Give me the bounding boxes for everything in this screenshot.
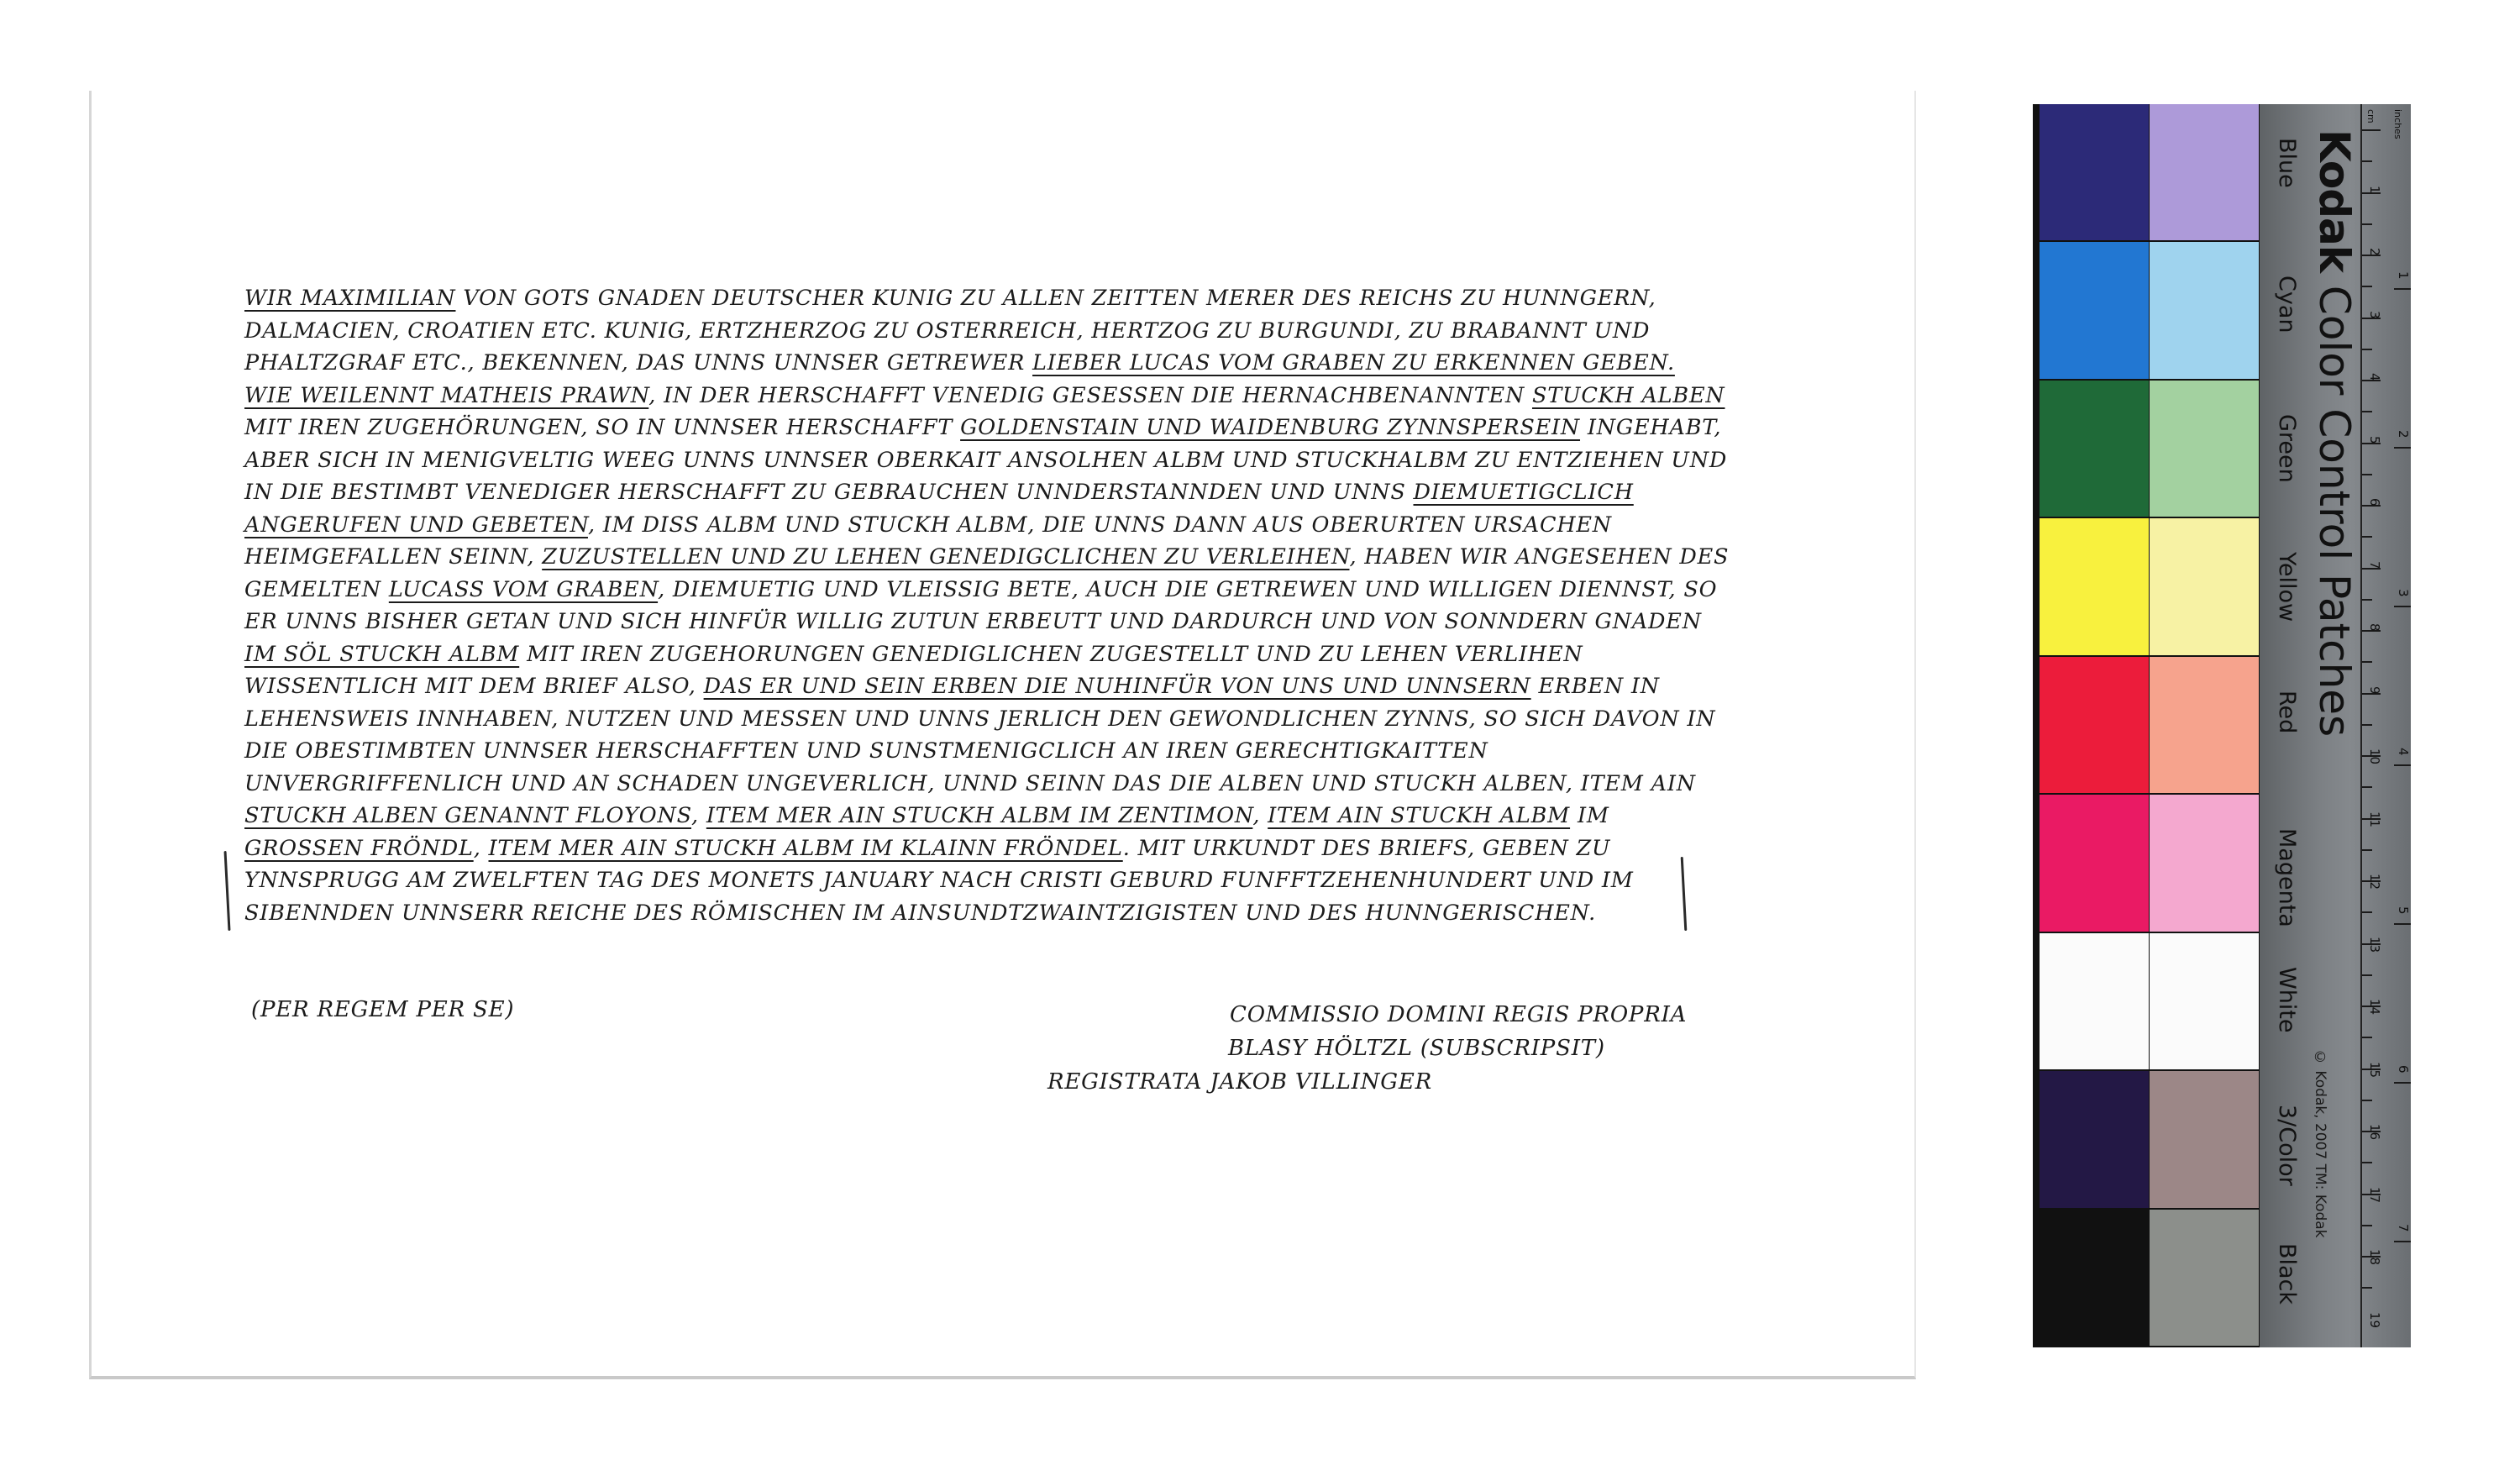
color-patch xyxy=(2150,933,2260,1071)
ruler-inch-number: 6 xyxy=(2396,1065,2411,1074)
text-run: IM xyxy=(1570,803,1609,828)
text-run: HEIMGEFALLEN SEINN, xyxy=(244,544,543,570)
patch-label: 3/Color xyxy=(2274,1105,2300,1186)
ruler-cm-number: 17 xyxy=(2367,1186,2382,1203)
ruler-inch-tick xyxy=(2394,1082,2411,1084)
text-run: , HABEN WIR ANGESEHEN DES xyxy=(1349,544,1730,570)
text-run: LEHENSWEIS INNHABEN, NUTZEN UND MESSEN UND UNNS JERLICH DEN GEWONDLICHEN ZYNNS, SO SICH DAVON IN xyxy=(244,706,1716,732)
ruler-inch-tick xyxy=(2394,923,2411,925)
patch-row-white xyxy=(2040,933,2260,1071)
letter-line xyxy=(244,541,1874,574)
underlined-phrase: WIE WEILENNT MATHEIS PRAWN xyxy=(244,382,649,408)
text-run: UNVERGRIFFENLICH UND AN SCHADEN UNGEVERLICH, UNND SEINN DAS DIE ALBEN UND STUCKH ALBEN, ITEM AIN xyxy=(244,770,1696,796)
ruler-tick xyxy=(2362,160,2372,162)
ruler-tick xyxy=(2362,599,2372,601)
letter-line xyxy=(244,638,1874,671)
text-run: , xyxy=(1252,803,1268,828)
ruler-tick xyxy=(2362,474,2372,475)
underlined-phrase: WIR MAXIMILIAN xyxy=(244,286,456,311)
patch-label: Magenta xyxy=(2274,828,2300,928)
letter-line xyxy=(244,315,1874,348)
letter-line xyxy=(244,703,1874,736)
ruler-cm-number: 16 xyxy=(2367,1124,2382,1141)
ruler-cm-number: 14 xyxy=(2367,999,2382,1016)
letter-line xyxy=(244,476,1874,509)
kodak-color-target xyxy=(2033,104,2411,1347)
patch-label: Black xyxy=(2274,1242,2300,1305)
text-run: YNNSPRUGG AM ZWELFTEN TAG DES MONETS JANUARY NACH CRISTI GEBURD FUNFFTZEHENHUNDERT UND IM xyxy=(244,868,1634,893)
subscripsit-line: BLASY HÖLTZL (SUBSCRIPSIT) xyxy=(1228,1036,1605,1061)
letter-line xyxy=(244,444,1874,477)
left-margin-bracket xyxy=(224,851,231,931)
ruler-inch-number: 1 xyxy=(2396,271,2411,280)
patch-row-3color xyxy=(2040,1071,2260,1209)
ruler-unit-inches: inches xyxy=(2392,109,2403,139)
letter-line xyxy=(244,574,1874,606)
ruler-cm-number: 10 xyxy=(2367,748,2382,765)
patch-row-green xyxy=(2040,381,2260,518)
ruler-tick xyxy=(2362,129,2381,131)
letter-line xyxy=(244,380,1874,412)
ruler-cm-number: 13 xyxy=(2367,936,2382,953)
color-patch xyxy=(2150,657,2260,795)
ruler-tick xyxy=(2362,974,2372,976)
underlined-phrase: STUCKH ALBEN GENANNT FLOYONS xyxy=(244,803,691,828)
patch-row-yellow xyxy=(2040,518,2260,656)
ruler-tick xyxy=(2362,1037,2372,1038)
ruler-cm-number: 18 xyxy=(2367,1249,2382,1266)
color-patch xyxy=(2040,104,2150,242)
ruler-cm-number: 9 xyxy=(2367,685,2382,695)
letter-line xyxy=(244,670,1874,703)
text-run: , xyxy=(691,803,706,828)
ruler-cm-number: 11 xyxy=(2367,811,2382,827)
patch-row-magenta xyxy=(2040,795,2260,932)
text-run: ERBEN IN xyxy=(1530,674,1660,699)
text-run: PHALTZGRAF ETC., BEKENNEN, DAS UNNS UNNSER GETREWER xyxy=(244,350,1033,375)
ruler-tick xyxy=(2362,911,2372,913)
ruler-cm-number: 3 xyxy=(2367,310,2382,319)
underlined-phrase: ITEM AIN STUCKH ALBM xyxy=(1268,803,1571,828)
letter-line xyxy=(244,768,1874,801)
ruler-cm-number: 7 xyxy=(2367,560,2382,570)
ruler-cm-number: 15 xyxy=(2367,1061,2382,1078)
ruler-cm-number: 8 xyxy=(2367,623,2382,632)
text-run: MIT IREN ZUGEHÖRUNGEN, SO IN UNNSER HERSCHAFFT xyxy=(244,415,961,440)
text-run: GEMELTEN xyxy=(244,576,389,602)
target-title-text: Color Control Patches xyxy=(2310,285,2359,738)
text-run: SIBENNDEN UNNSERR REICHE DES RÖMISCHEN IM AINSUNDTZWAINTZIGISTEN UND DES HUNNGERISCHEN. xyxy=(244,900,1597,926)
underlined-phrase: ANGERUFEN UND GEBETEN xyxy=(244,512,588,538)
ruler-tick xyxy=(2362,724,2372,726)
ruler-tick xyxy=(2362,349,2372,350)
letter-line xyxy=(244,864,1874,897)
patch-label: Yellow xyxy=(2274,552,2300,622)
ruler-cm-number: 4 xyxy=(2367,373,2382,381)
ruler-tick xyxy=(2362,849,2372,851)
letter-line xyxy=(244,282,1874,315)
patch-row-black xyxy=(2040,1210,2260,1347)
patch-row-red xyxy=(2040,657,2260,795)
letter-line xyxy=(244,347,1874,380)
ruler-tick xyxy=(2362,661,2372,663)
color-patch xyxy=(2040,933,2150,1071)
color-patches xyxy=(2040,104,2260,1347)
ruler-unit-cm: cm xyxy=(2365,109,2376,123)
ruler-cm-number: 12 xyxy=(2367,874,2382,890)
text-run: WISSENTLICH MIT DEM BRIEF ALSO, xyxy=(244,674,704,699)
underlined-phrase: LIEBER LUCAS VOM GRABEN ZU ERKENNEN GEBEN. xyxy=(1032,350,1675,375)
text-run: . MIT URKUNDT DES BRIEFS, GEBEN ZU xyxy=(1122,835,1611,861)
ruler-cm-number: 2 xyxy=(2367,248,2382,256)
patch-row-cyan xyxy=(2040,242,2260,380)
text-run: MIT IREN ZUGEHORUNGEN GENEDIGLICHEN ZUGESTELLT UND ZU LEHEN VERLIHEN xyxy=(519,641,1583,667)
patch-label: White xyxy=(2274,966,2300,1033)
color-patch xyxy=(2150,1071,2260,1209)
target-title xyxy=(2312,129,2357,737)
patch-label: Red xyxy=(2274,690,2300,734)
letter-line xyxy=(244,800,1874,832)
color-patch xyxy=(2040,242,2150,380)
letter-line xyxy=(244,509,1874,542)
ruler-inch-number: 3 xyxy=(2396,589,2411,597)
ruler-inch-tick xyxy=(2394,606,2411,607)
ruler-tick xyxy=(2362,411,2372,412)
kodak-logo: Kodak xyxy=(2310,129,2359,272)
color-patch xyxy=(2040,1071,2150,1209)
text-run: ABER SICH IN MENIGVELTIG WEEG UNNS UNNSER OBERKAIT ANSOLHEN ALBM UND STUCKHALBM ZU ENTZIEHEN UND xyxy=(244,447,1728,473)
ruler-inch-number: 4 xyxy=(2396,748,2411,756)
ruler-inch-tick xyxy=(2394,288,2411,290)
ruler-inch-number: 7 xyxy=(2396,1224,2411,1232)
patch-label: Blue xyxy=(2274,138,2300,188)
color-patch xyxy=(2150,518,2260,656)
underlined-phrase: ZUZUSTELLEN UND ZU LEHEN GENEDIGCLICHEN ZU VERLEIHEN xyxy=(542,544,1350,570)
commissio-line: COMMISSIO DOMINI REGIS PROPRIA xyxy=(1230,1002,1688,1027)
text-run: , IN DER HERSCHAFFT VENEDIG GESESSEN DIE HERNACHBENANNTEN xyxy=(648,382,1532,408)
ruler-tick xyxy=(2362,223,2372,225)
underlined-phrase: IM SÖL STUCKH ALBM xyxy=(244,641,520,667)
color-patch xyxy=(2040,518,2150,656)
letter-text xyxy=(244,282,1874,929)
color-patch xyxy=(2150,795,2260,932)
color-patch xyxy=(2150,1210,2260,1347)
ruler-tick xyxy=(2362,1287,2372,1289)
target-label-strip xyxy=(2260,104,2411,1347)
letter-line xyxy=(244,412,1874,444)
underlined-phrase: GROSSEN FRÖNDL xyxy=(244,835,474,861)
ruler-inch-number: 5 xyxy=(2396,906,2411,915)
text-run: IN DIE BESTIMBT VENEDIGER HERSCHAFFT ZU GEBRAUCHEN UNNDERSTANNDEN UND UNNS xyxy=(244,480,1414,505)
target-copyright: © Kodak, 2007 TM: Kodak xyxy=(2312,1049,2328,1238)
letter-line xyxy=(244,606,1874,638)
underlined-phrase: DAS ER UND SEIN ERBEN DIE NUHINFÜR VON UNS UND UNNSERN xyxy=(703,674,1531,699)
ruler-tick xyxy=(2362,286,2372,287)
ruler-inch-tick xyxy=(2394,447,2411,449)
patch-label: Cyan xyxy=(2274,276,2300,333)
letter-line xyxy=(244,897,1874,930)
ruler-tick xyxy=(2362,1100,2372,1101)
color-patch xyxy=(2150,381,2260,518)
letter-line xyxy=(244,832,1874,865)
color-patch xyxy=(2150,104,2260,242)
ruler-cm-number: 19 xyxy=(2367,1311,2382,1328)
ruler-tick xyxy=(2362,536,2372,538)
ruler-cm-number: 1 xyxy=(2367,185,2382,194)
ruler-inch-tick xyxy=(2394,764,2411,766)
underlined-phrase: LUCASS VOM GRABEN xyxy=(388,576,659,602)
ruler-tick xyxy=(2362,786,2372,788)
color-patch xyxy=(2150,242,2260,380)
underlined-phrase: STUCKH ALBEN xyxy=(1531,382,1725,408)
ruler-cm-number: 5 xyxy=(2367,435,2382,444)
text-run: DALMACIEN, CROATIEN ETC. KUNIG, ERTZHERZOG ZU OSTERREICH, HERTZOG ZU BURGUNDI, ZU BRABANNT UND xyxy=(244,318,1651,344)
color-patch xyxy=(2040,795,2150,932)
ruler-inch-tick xyxy=(2394,1241,2411,1242)
patch-label: Green xyxy=(2274,413,2300,483)
registrata-line: REGISTRATA JAKOB VILLINGER xyxy=(1047,1069,1432,1095)
text-run: INGEHABT, xyxy=(1580,415,1722,440)
ruler-tick xyxy=(2362,1162,2372,1163)
text-run: , DIEMUETIG UND VLEISSIG BETE, AUCH DIE GETREWEN UND WILLIGEN DIENNST, SO xyxy=(658,576,1718,602)
text-run: , xyxy=(473,835,489,861)
patch-row-blue xyxy=(2040,104,2260,242)
underlined-phrase: ITEM MER AIN STUCKH ALBM IM KLAINN FRÖNDEL xyxy=(488,835,1123,861)
underlined-phrase: DIEMUETIGCLICH xyxy=(1413,480,1634,505)
text-run: ER UNNS BISHER GETAN UND SICH HINFÜR WILLIG ZUTUN ERBEUTT UND DARDURCH UND VON SONNDERN GNADEN xyxy=(244,609,1702,634)
letter-line xyxy=(244,735,1874,768)
color-patch xyxy=(2040,657,2150,795)
per-regem-note: (PER REGEM PER SE) xyxy=(251,997,515,1022)
underlined-phrase: ITEM MER AIN STUCKH ALBM IM ZENTIMON xyxy=(706,803,1253,828)
text-run: DIE OBESTIMBTEN UNNSER HERSCHAFFTEN UND SUNSTMENIGCLICH AN IREN GERECHTIGKAITTEN xyxy=(244,738,1488,764)
ruler-inch-number: 2 xyxy=(2396,430,2411,438)
ruler xyxy=(2360,104,2412,1347)
underlined-phrase: GOLDENSTAIN UND WAIDENBURG ZYNNSPERSEIN xyxy=(960,415,1581,440)
ruler-cm-number: 6 xyxy=(2367,498,2382,507)
text-run: VON GOTS GNADEN DEUTSCHER KUNIG ZU ALLEN ZEITTEN MERER DES REICHS ZU HUNNGERN, xyxy=(455,286,1656,311)
document-sheet xyxy=(89,91,1916,1379)
text-run: , IM DISS ALBM UND STUCKH ALBM, DIE UNNS DANN AUS OBERURTEN URSACHEN xyxy=(587,512,1612,538)
color-patch xyxy=(2040,1210,2150,1347)
ruler-tick xyxy=(2362,1225,2372,1226)
color-patch xyxy=(2040,381,2150,518)
